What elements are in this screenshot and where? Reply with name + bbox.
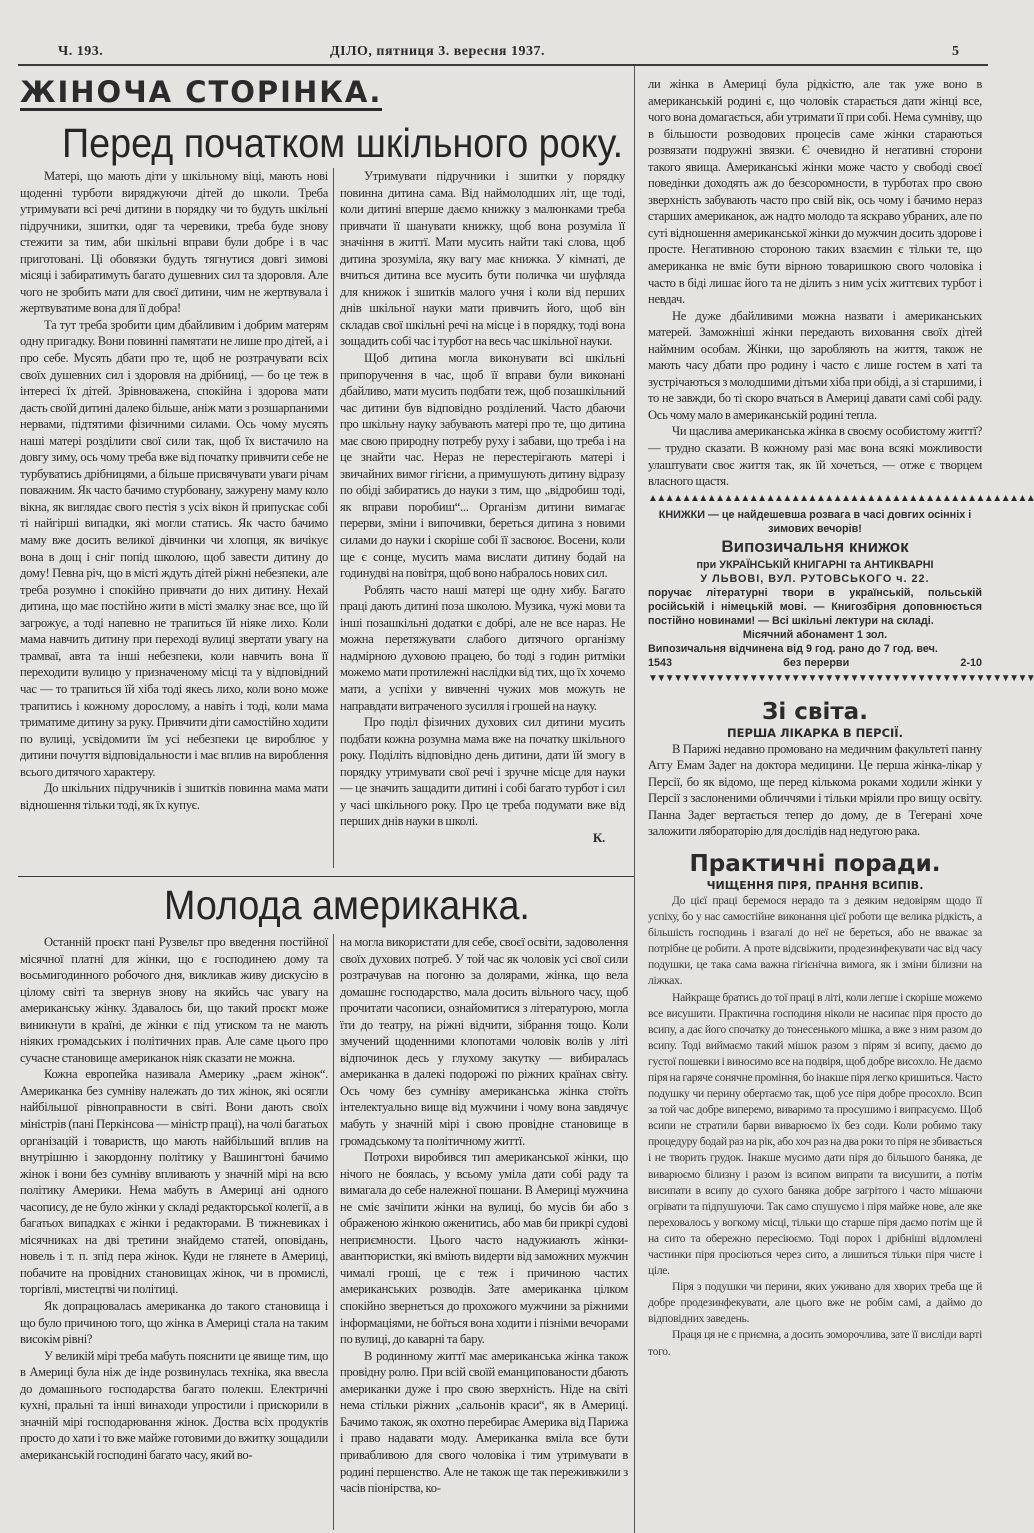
paragraph: Як допрацювалась американка до такого становища і що було причиною того, що жінка в Америці стала на таким високім рівні?: [20, 1299, 328, 1347]
header-rule: [18, 64, 988, 66]
column-divider: [333, 934, 334, 1530]
paragraph: Потрохи виробився тип американської жінки, що нічого не боялась, у всьому уміла дати собі раду та вимагала до себе належної пошани. В Америці мужчина не сміє зачіпити жінки на вулиці, бо мусів би або з ображеною жінкою оженитись, або мав би прикрі судові неприємности. Цього часто надужиають жінки-авантюристки, які вміють видерти від заможних мужчин чималі гроші, це є теж і причиною частих американських розводів. Зате американка цілком спокійно звернеться до прохожого мужчини за ріжними інформаціями, не боїться вона ходити і пізніми вечорами по вулиці, до каварні та бару.: [340, 1150, 628, 1347]
ad-subscription: Місячний абонамент 1 зол.: [742, 628, 888, 641]
ad-address: У ЛЬВОВІ, ВУЛ. РУТОВСЬКОГО ч. 22.: [700, 572, 930, 585]
author-signature: К.: [592, 829, 605, 845]
paragraph: Щоб дитина могла виконувати всі шкільні припоручення в час, щоб її вправи були виконані дбайливо, мати мусить подбати теж, щоб позашкільний час дитини був відповідно розділений. Часто дбаючи про шкільну науку забувають матері про те, що дитина має свою природну потребу руху і забави, що треба і на це знайти час. Нераз не перестерігають матері і звичайних вимог гігієни, а примушують дитину відразу по обіді забиратись до науки з тим, що „відробиш тоді, як вправи поробиш“... Організм дитини вимагає перерви, зміни і випочивки, береться дитина з новими силами до науки і скоріше собі її засвоює. Восени, коли ще є сонце, мусить мама вислати дитину бодай на годинудві на повітря, щоб воно набралось нових сил.: [340, 351, 625, 581]
paragraph: У великій мірі треба мабуть пояснити це явище тим, що в Америці була ніж де інде розвинулась техніка, яка ввесла до домашнього господарства багато полекш. Електричні кухні, пральні та інші винаходи упростили і прискорили в значній мірі господарювання жінок. Доства всіх продуктів просто до хати і то вже майже готовими до вжитку зощадили американській господині багато часу, який во-: [20, 1348, 328, 1462]
bookstore-advertisement: [648, 508, 982, 670]
paragraph: В родинному життї має американська жінка також провідну ролю. При всій своїй еманципованости дбають американки дуже і про свою зверхність. Ніде на світі нема стільки ріжних „сальонів краси“, як в Америці. Бачимо також, як охотно перебирає Америка від Парижа і право надавати моду. Американка вміла все бути привабливою для свого чоловіка і тим утримувати в родині першенство. Але не також ще так переживжили з часів піонірства, ко-: [340, 1348, 628, 1496]
paragraph: на могла використати для себе, своєї освіти, задоволення своїх духових потреб. У той час як чоловік усі свої сили розтрачував на погоню за долярами, жінка, що вела домашнє господарство, мала досить вільного часу, щоб прочитати часописи, ознайомитися з літературою, могла їти до театру, на ріжні відчити, зібрання тощо. Коли змучений щоденними клопотами чоловік волів у літі відпочинок десь у глухому закутку — вибиралась американка в далекі подорожі по ріжних країнах світу. Ось чому без сумніву американська жінка стоїть інтелектуально вище від мужчини і чому вона завдячує мабуть у значній мірі і свою провідне становище в громадському та політичному життї.: [340, 935, 628, 1148]
paragraph: ли жінка в Америці була рідкістю, але так уже воно в американській родині є, що чоловік старається дати жінці все, чого вона домагається, аби утримати її при собі. Нема сумніву, що в більшости розводових процесів саме жінки стараються розвязати подружні звязки. Є очевидно й негативні сторони такого явища. Американські жінки може часто у свободі своєї поведінки доходять аж до безсоромности, в турботах про свою зверхність забувають часто про свій вік, ось чому і бачимо нераз старших американок, аж надто молодо та яскраво убраних, але по суті відношення американської жінки до мужчин досить здорове і просте. Негативною стороною таких взаємин є тільки те, що американка не вміє бути вірною товаришкою свого чоловіка і часто в біді лишає його та не ділить з ним усіх життєвих турбот і невдач.: [648, 77, 982, 307]
article1-column-2: [340, 168, 625, 872]
paragraph: Роблять часто наші матері ще одну хибу. Багато праці дають дитині поза школою. Музика, чужі мови та інші позашкільні додатки є добрі, але не все нараз. Не можна перетяжувати слабого дитячого організму надмірною духовою працею, бо тоді з годин ритміки можемо мати протилежні наслідки від тих, що їх хочемо мати, а успіхи у вивченні чужих мов можуть не направдати витраченого зусилля і грошей на науку.: [340, 582, 625, 713]
paragraph: Найкраще братись до тої праці в літі, коли легше і скоріше можемо все висушити. Практична господиня ніколи не насипає піря просто до всипу, а дає його спочатку до тонесенького мішка, а вже з ним разом до всипу. Тоді виймаємо такий мішок разом з пірям зі всипу, даємо до густої пошевки і виносимо все на подвіря, щоб добре висохло. Не даємо піря на гаряче сонячне проміння, бо інакше піря легко кришиться. Часто подушку чи перину обертаємо так, щоб усе піря добре просохло. Всип за той час добре виперемо, виваримо та просушимо і випрасуємо. Щоб всипи не стратили барви виварюємо їх без соди. Коли робимо таку процедуру бодай раз на рік, або хоч раз на два роки то піря не збивається і не творить грудок. Інакше мусимо дати піря до більшого баняка, де виварюємо білизну і разом із всипом випрати та висушити, а потім висипати в всипу до сухого баняка добре загрітого і часто мішаючи огрівати та підпушуючи. Так само спушуємо і піря майже нове, але яке переховалось у вогкому місці, тільки що старше піря даємо потім ще й на сито та обережно пересіюємо. Тоді порох і дрібніші відломлені частинки піря просіються через сито, а лишиться тільки піря чисте і ціле.: [648, 990, 982, 1278]
tips-title: Практичні поради.: [689, 850, 941, 877]
world-news-text: [648, 741, 982, 840]
ad-title: Випозичальня книжок: [721, 536, 909, 556]
paragraph: Та тут треба зробити цим дбайливим і добрим матерям одну пригадку. Вони повинні памятати не лише про дітей, а і про себе. Мусять дбати про те, щоб не розтрачувати всіх своїх душевних сил і здоровля на дрібниці, — бо це теж в інтересі їх дітей. Зрівноважена, спокійна і здорова мати дасть своїй дитині далеко більше, аніж мати з розшарпаними нервами, підтятими фізичними силами. Ось чому мусять наші матері розділити свої сили так, щоб їх вистачило на довгу зиму, ось чому треба вже від початку привчити себе не турбуватись дрібницями, а більше присвячувати уваги річам поважним. Як часто бачимо стурбовану, зажурену маму коло вікна, як виглядає свого пестія з усіх вікон й припускає собі ті найгірші випадки, які могли статись. Як часто бачимо маму вже досить великої дівчинки чи хлопця, як вичікує вона в дощ і сніг попід школою, щоб завести дитину до дому! Певна річ, що в місті ждуть дітей ріжні небезпеки, але треба розумно і спокійно привчати до них дитину. Нехай дитина, що має постійно жити в місті змалку знає все, що їй загрожує, а тоді напевно не трапиться їй ніяке лихо. Коли мама навчить дитину при переході вулиці звертати увагу на трамваї, авта та інші небезпеки, коли навчить вона її переходити вулицю у призначеному місці та у відповідний час — то трапиться їй хіба тоді якесь лихо, коли воно може трапитись і кожному дорослому, а навіть і тоді, коли мама триматиме дитину за руку. Привчити діти самостійно ходити по вулиці, усвідомити їм усі небезпеки це вироблює у дитини почуття відповідальности і має вплив на вироблення всього дитячого характеру.: [20, 317, 328, 779]
paragraph: Про поділ фізичних духових сил дитини мусить подбати кожна розумна мама вже на початку шкільного року. Поділіть відповідно день дитини, дати їй змогу в порядку утримувати свої речі і зручне місце для науки — це значить защадити дитині і собі багато турбот і сил у часі шкільного року. Про це треба подумати вже від перших днів науки в школі.: [340, 715, 625, 829]
ad-tagline: КНИЖКИ — це найдешевша розвага в часі довгих осінніх і зимових вечорів!: [658, 508, 972, 535]
right-column: [648, 76, 1034, 1360]
paragraph: Піря з подушки чи перини, яких уживано для хворих треба ще й добре продезинфекувати, але цього вже не робім самі, а даймо до відповідних заведень.: [648, 1280, 982, 1326]
article2-column-2: [340, 934, 628, 1530]
paragraph: Кожна европейка називала Америку „раєм жінок“. Американка без сумніву належать до тих жінок, які осягли найбільшої рівноправности в світі. Вони дають своїх міністрів (пані Перкінсова — міністр праці), на чолі багатьох організацій і товариств, що мають найбільший вплив на внутрішню і закордонну політику у Вашингтоні бачимо жінок і вони без сумніву впливають у значній мірі на всю політику Америки. Нема мабуть в Америці ані одного часопису, де не було жінки у складі редакторської колегії, а в багатьох випадках є жінки і редакторами. В тижневиках і місячниках на дві третини знайдемо статей, оповідань, новель і т. п. зпід пера жінок. Куди не глянете в Америці, побачите на провідних становищах жінок, чи в промислі, торгівлі, мистецтві чи політиці.: [20, 1067, 328, 1297]
tips-text: [648, 893, 982, 1360]
tips-subtitle: ЧИЩЕННЯ ПІРЯ, ПРАННЯ ВСИПІВ.: [706, 878, 924, 892]
paragraph: До шкільних підручників і зшитків повинна мама мати відношення тільки тоді, як їх купує.: [20, 781, 328, 812]
world-news-subtitle: ПЕРША ЛІКАРКА В ПЕРСІЇ.: [727, 725, 903, 740]
ad-bookstore: при УКРАЇНСЬКІЙ КНИГАРНІ та АНТИКВАРНІ: [696, 558, 934, 571]
paragraph: Праця ця не є приємна, а досить зоморочлива, зате її висліди варті того.: [648, 1328, 982, 1358]
ad-border-bottom: ▼▼▼▼▼▼▼▼▼▼▼▼▼▼▼▼▼▼▼▼▼▼▼▼▼▼▼▼▼▼▼▼▼▼▼▼▼▼▼▼▼▼▼▼▼▼: [648, 672, 1034, 684]
article1-column-1: [20, 168, 328, 872]
section-title: ЖІНОЧА СТОРІНКА.: [20, 75, 383, 109]
ad-no-break: без перерви: [783, 656, 850, 669]
issue-number: Ч. 193.: [58, 44, 104, 59]
ad-border-top: ▲▲▲▲▲▲▲▲▲▲▲▲▲▲▲▲▲▲▲▲▲▲▲▲▲▲▲▲▲▲▲▲▲▲▲▲▲▲▲▲▲▲▲▲▲▲: [648, 492, 1034, 504]
world-news-title: Зі світа.: [762, 698, 868, 725]
paragraph: Чи щаслива американська жінка в своєму особистому життї? — трудно сказати. В кожному разі має вона всякі можливости улаштувати своє життя так, як їй хочеться, — отже є творцем власного щастя.: [648, 424, 982, 489]
page-number: 5: [952, 44, 960, 59]
article-title: Молода американка.: [164, 882, 530, 928]
paragraph: В Парижі недавно промовано на медичним факультеті панну Аггу Емам Задег на доктора медицини. Це перша жінка-лікар у Персії, бо як відомо, ще перед кількома роками ходили жінки у Персії з заслоненими обличчями і тільки мріяли про вищу освіту. Панна Задег вертається тепер до дому, де в Тегерані хоче заложити лябораторію для дослідів над недугою рака.: [648, 741, 982, 839]
paragraph: Не дуже дбайливими можна назвати і американських матерей. Заможніші жінки передають виховання своїх дітей наймним особам. Жінки, що заробляють на життя, також не мають часу дбати про родину і часто є лише гостем в хаті та зустрічаються з молодшими дітьми хіба при обіді, а зі старшими, і то не завжди, бо ті скоро вчаться в Америці давати самі собі раду. Ось чому мало в американській родині тепла.: [648, 308, 982, 422]
paragraph: До цієї праці беремося нерадо та з деяким недовірям щодо її успіху, бо у нас самостійне виконання цієї роботи ще велика рідкість, а більшість господинь і взагалі до неї не береться, або не вважає за потрібне це робити. А проте відсвіжити, продезинфекувати час від часу подушки, це така сама важна гігієнічна вимога, як і зміни білизни на ліжках.: [648, 893, 982, 988]
masthead: ДІЛО, пятниця 3. вересня 1937.: [330, 44, 545, 59]
paragraph: Утримувати підручники і зшитки у порядку повинна дитина сама. Від наймолодших літ, ще тоді, коли дитині вперше даємо книжку з малюнками треба привчати її шанувати книжку, щоб вона розуміла її значіння в життї. Мати мусить найти такі слова, щоб дитина зрозуміла, яку вагу має книжка. У кімнаті, де вчиться дитина все мусить бути поличка чи шуфляда для книжок і зшитків малого учня і коли від перших днів шкільної науки мати привчить його, щоб він складав свої шкільні речі на місце і в порядку, тоді вона зощадить собі час і турбот на весь час шкільної науки.: [340, 169, 625, 349]
ad-body: поручає літературні твори в українській, польській російській і німецькій мові. — Книгозбірня доповнюється постійно новинами! — Всі шкільні лектури на складі.: [648, 586, 982, 627]
article-divider: [18, 876, 634, 877]
ad-ref: 2-10: [960, 656, 982, 669]
article2-column-1: [20, 934, 328, 1530]
paragraph: Матері, що мають діти у шкільному віці, мають нові щоденні турботи виряджуючи дітей до школи. Треба утримувати всі речі дитини в порядку чи то будуть шкільні підручники, зшитки, одяг та черевики, треба буде знову стежити за тим, аби шкільні вправи були добре і в час приготовані. Ці обовязки будуть тягнутися довгі зимові місяці і забиратимуть багато душевних сил та здоровля. Але чого не зробить мати для своєї дитини, чим не жертвувала і жертвуватиме вона для її добра!: [20, 169, 328, 316]
article-title: Перед початком шкільного року.: [62, 120, 624, 166]
paragraph: Останній проєкт пані Рузвельт про введення постійної місячної платні для жінки, що є господинею дому та восьмигодинного робочого дня, викликав живу дискусію в цілому світі та звернув знову на якийсь час увагу на американську жінку. Здавалось би, що такий проєкт може виникнути в країні, де жінки є під утиском та не мають ніяких громадських і політичних прав. Але саме цього про сучасне становище американок ніяк сказати не можна.: [20, 935, 328, 1065]
article2-column-3: [648, 76, 982, 490]
column-divider: [634, 66, 635, 1533]
column-divider: [333, 168, 334, 868]
ad-hours: Випозичальня відчинена від 9 год. рано до 7 год. веч.: [648, 642, 938, 655]
ad-code: 1543: [648, 656, 673, 669]
